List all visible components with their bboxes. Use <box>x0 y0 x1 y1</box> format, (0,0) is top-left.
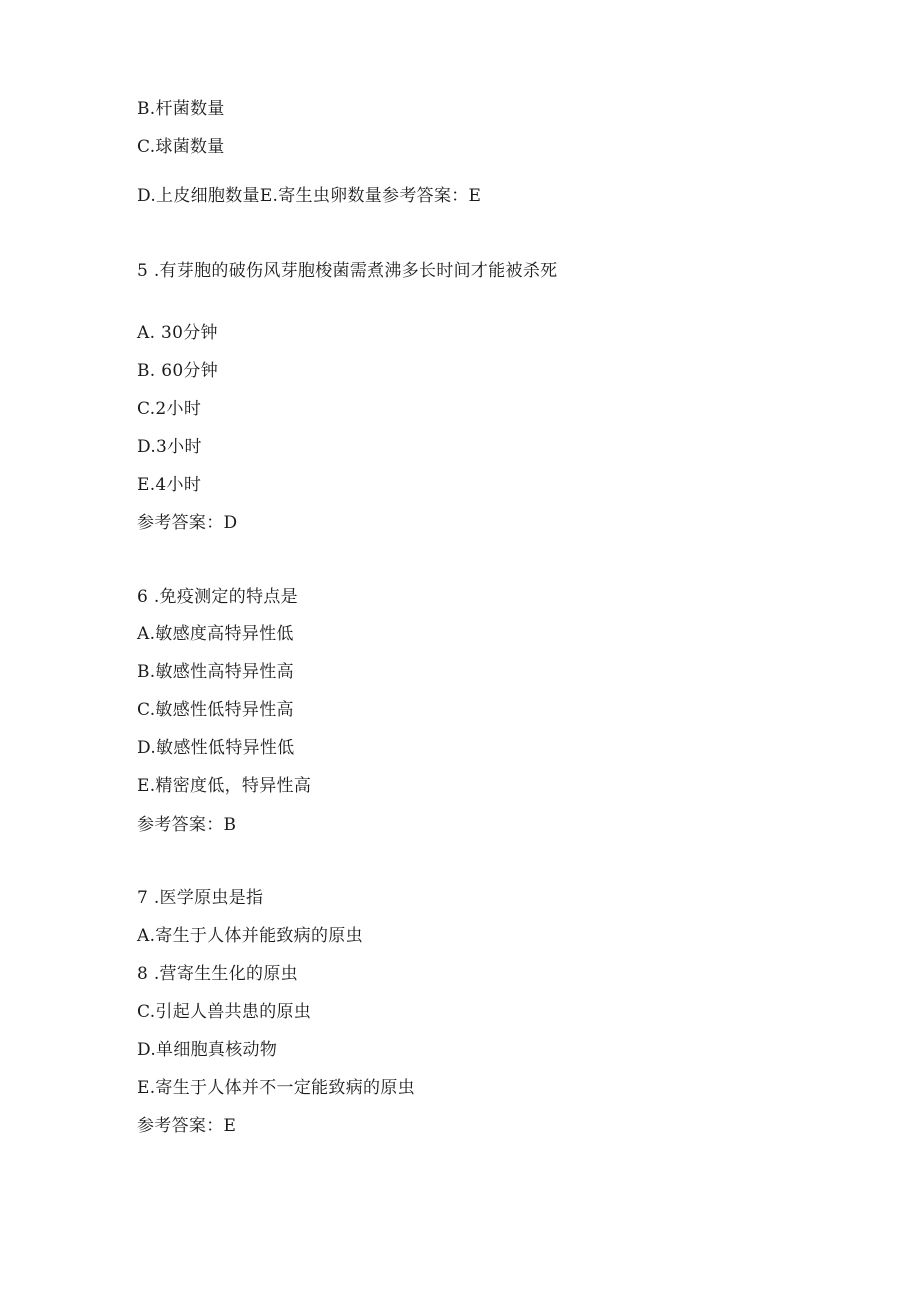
option-c-cocci: C.球菌数量 <box>137 137 225 157</box>
q6-option-e: E.精密度低，特异性高 <box>137 776 312 796</box>
q6-option-a: A.敏感度高特异性低 <box>137 624 294 644</box>
q5-answer: 参考答案：D <box>137 513 238 533</box>
q5-option-b: B. 60分钟 <box>137 361 219 381</box>
q5-option-a: A. 30分钟 <box>137 323 218 343</box>
question-5: 5 .有芽胞的破伤风芽胞梭菌需煮沸多长时间才能被杀死 <box>137 261 558 281</box>
q7-option-c: C.引起人兽共患的原虫 <box>137 1002 312 1022</box>
question-6: 6 .免疫测定的特点是 <box>137 587 298 607</box>
question-7: 7 .医学原虫是指 <box>137 888 264 908</box>
option-b-rod-bacteria: B.杆菌数量 <box>137 99 225 119</box>
option-d-e-answer: D.上皮细胞数量E.寄生虫卵数量参考答案：E <box>137 186 482 206</box>
q5-option-d: D.3小时 <box>137 437 202 457</box>
q7-option-a: A.寄生于人体并能致病的原虫 <box>137 926 363 946</box>
q6-option-b: B.敏感性高特异性高 <box>137 662 294 682</box>
q7-option-e: E.寄生于人体并不一定能致病的原虫 <box>137 1078 415 1098</box>
q7-option-b: 8 .营寄生生化的原虫 <box>137 964 298 984</box>
q5-option-e: E.4小时 <box>137 475 202 495</box>
q7-answer: 参考答案：E <box>137 1116 237 1136</box>
q6-answer: 参考答案：B <box>137 815 237 835</box>
q6-option-d: D.敏感性低特异性低 <box>137 738 295 758</box>
q5-option-c: C.2小时 <box>137 399 202 419</box>
q6-option-c: C.敏感性低特异性高 <box>137 700 294 720</box>
q7-option-d: D.单细胞真核动物 <box>137 1040 278 1060</box>
